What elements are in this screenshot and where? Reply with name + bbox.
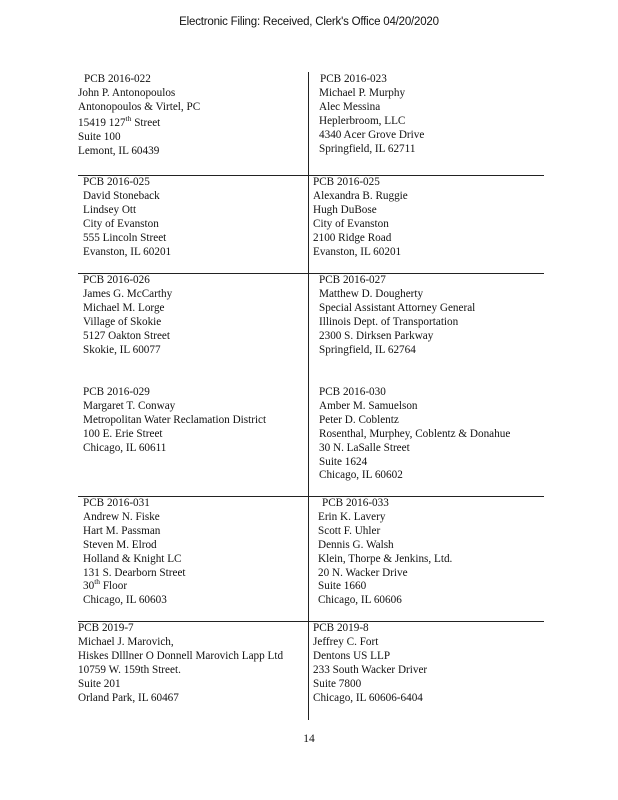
entry-line: Dennis G. Walsh [318, 538, 394, 551]
entry-line: Evanston, IL 60201 [83, 245, 172, 258]
entry-line: City of Evanston [313, 217, 389, 230]
entry-line: Metropolitan Water Reclamation District [83, 413, 267, 426]
entry-line: 233 South Wacker Driver [313, 663, 428, 676]
service-entry [318, 497, 452, 608]
service-entry [83, 497, 186, 608]
entry-line: Holland & Knight LC [83, 552, 182, 565]
entry-line: 2100 Ridge Road [313, 231, 392, 244]
entry-line: Lemont, IL 60439 [78, 144, 160, 157]
entry-line: Klein, Thorpe & Jenkins, Ltd. [318, 552, 453, 565]
service-entry [78, 622, 283, 705]
column-divider [308, 72, 309, 720]
case-number: PCB 2016-022 [84, 73, 151, 85]
service-entry [83, 386, 266, 456]
case-number: PCB 2016-027 [319, 274, 386, 286]
entry-line: Special Assistant Attorney General [319, 301, 476, 314]
entry-line: Alec Messina [319, 100, 381, 113]
entry-line: Illinois Dept. of Transportation [319, 315, 459, 328]
floor-number: 30 [83, 580, 95, 593]
entry-line: Michael J. Marovich, [78, 635, 174, 648]
entry-line: Chicago, IL 60611 [83, 441, 167, 454]
service-entry [83, 274, 172, 357]
entry-line: Springfield, IL 62711 [319, 142, 416, 155]
entry-line: 30 N. LaSalle Street [319, 441, 410, 454]
entry-line: Dentons US LLP [313, 649, 391, 662]
entry-line: Steven M. Elrod [83, 538, 157, 551]
entry-line: James G. McCarthy [83, 287, 173, 300]
entry-line: 131 S. Dearborn Street [83, 566, 186, 579]
service-entry [319, 73, 424, 156]
case-number: PCB 2019-7 [78, 622, 134, 634]
entry-line: Amber M. Samuelson [319, 399, 418, 412]
page-number: 14 [303, 733, 315, 745]
entry-line: Hiskes Dlllner O Donnell Marovich Lapp Ltd [78, 649, 284, 662]
entry-line: Chicago, IL 60606 [318, 594, 402, 607]
entry-line: Suite 7800 [313, 677, 362, 690]
entry-line: Suite 201 [78, 677, 121, 690]
entry-line: 4340 Acer Grove Drive [319, 128, 425, 141]
entry-line: Orland Park, IL 60467 [78, 691, 179, 704]
floor-line [83, 577, 186, 594]
entry-line: Suite 1660 [318, 580, 367, 593]
ordinal-suffix: th [94, 577, 101, 587]
entry-line: Hugh DuBose [313, 203, 377, 216]
entry-line: Suite 1624 [319, 455, 368, 468]
entry-line: Heplerbroom, LLC [319, 114, 406, 127]
street-name: Street [131, 116, 161, 129]
entry-line: Suite 100 [78, 130, 121, 143]
entry-line: Hart M. Passman [83, 524, 161, 537]
entry-line: Jeffrey C. Fort [313, 635, 379, 648]
entry-line: Scott F. Uhler [318, 524, 381, 537]
entry-line: Erin K. Lavery [318, 510, 386, 523]
entry-line: Skokie, IL 60077 [83, 343, 161, 356]
case-number: PCB 2016-030 [319, 386, 386, 398]
entry-line: Lindsey Ott [83, 203, 137, 216]
entry-line: Andrew N. Fiske [83, 510, 160, 523]
service-entry [78, 73, 200, 158]
ordinal-suffix: th [125, 113, 132, 123]
case-number: PCB 2019-8 [313, 622, 369, 634]
entry-line: 5127 Oakton Street [83, 329, 170, 342]
entry-line: Michael P. Murphy [319, 86, 406, 99]
electronic-filing-header: Electronic Filing: Received, Clerk's Office 04/20/2020 [179, 16, 439, 28]
entry-line: Village of Skokie [83, 315, 162, 328]
entry-line: Rosenthal, Murphey, Coblentz & Donahue [319, 427, 511, 440]
entry-line: 10759 W. 159th Street. [78, 663, 181, 676]
case-number: PCB 2016-029 [83, 386, 150, 398]
entry-line: Springfield, IL 62764 [319, 343, 416, 356]
street-number: 15419 127 [78, 116, 126, 129]
entry-line: Matthew D. Dougherty [319, 287, 424, 300]
street-address [78, 113, 200, 131]
entry-line: Peter D. Coblentz [319, 413, 399, 426]
entry-line: 100 E. Erie Street [83, 427, 163, 440]
floor-label: Floor [100, 580, 128, 593]
entry-line: Evanston, IL 60201 [313, 245, 402, 258]
entry-line: Margaret T. Conway [83, 399, 176, 412]
entry-line: 2300 S. Dirksen Parkway [319, 329, 434, 342]
case-number: PCB 2016-025 [83, 176, 150, 188]
entry-line: David Stoneback [83, 189, 160, 202]
case-number: PCB 2016-033 [322, 497, 389, 509]
entry-line: John P. Antonopoulos [78, 86, 176, 99]
service-entry [319, 386, 510, 483]
entry-line: Chicago, IL 60603 [83, 594, 167, 607]
service-entry [83, 176, 171, 259]
service-entry [319, 274, 475, 357]
entry-line: City of Evanston [83, 217, 159, 230]
entry-line: 20 N. Wacker Drive [318, 566, 408, 579]
entry-line: Michael M. Lorge [83, 301, 165, 314]
service-entry [313, 176, 408, 259]
case-number: PCB 2016-025 [313, 176, 380, 188]
entry-line: Chicago, IL 60602 [319, 469, 403, 482]
case-number: PCB 2016-031 [83, 497, 150, 509]
service-entry [313, 622, 427, 705]
case-number: PCB 2016-023 [320, 73, 387, 85]
entry-line: Chicago, IL 60606-6404 [313, 691, 423, 704]
case-number: PCB 2016-026 [83, 274, 150, 286]
entry-line: Antonopoulos & Virtel, PC [78, 100, 201, 113]
entry-line: 555 Lincoln Street [83, 231, 167, 244]
entry-line: Alexandra B. Ruggie [313, 189, 408, 202]
